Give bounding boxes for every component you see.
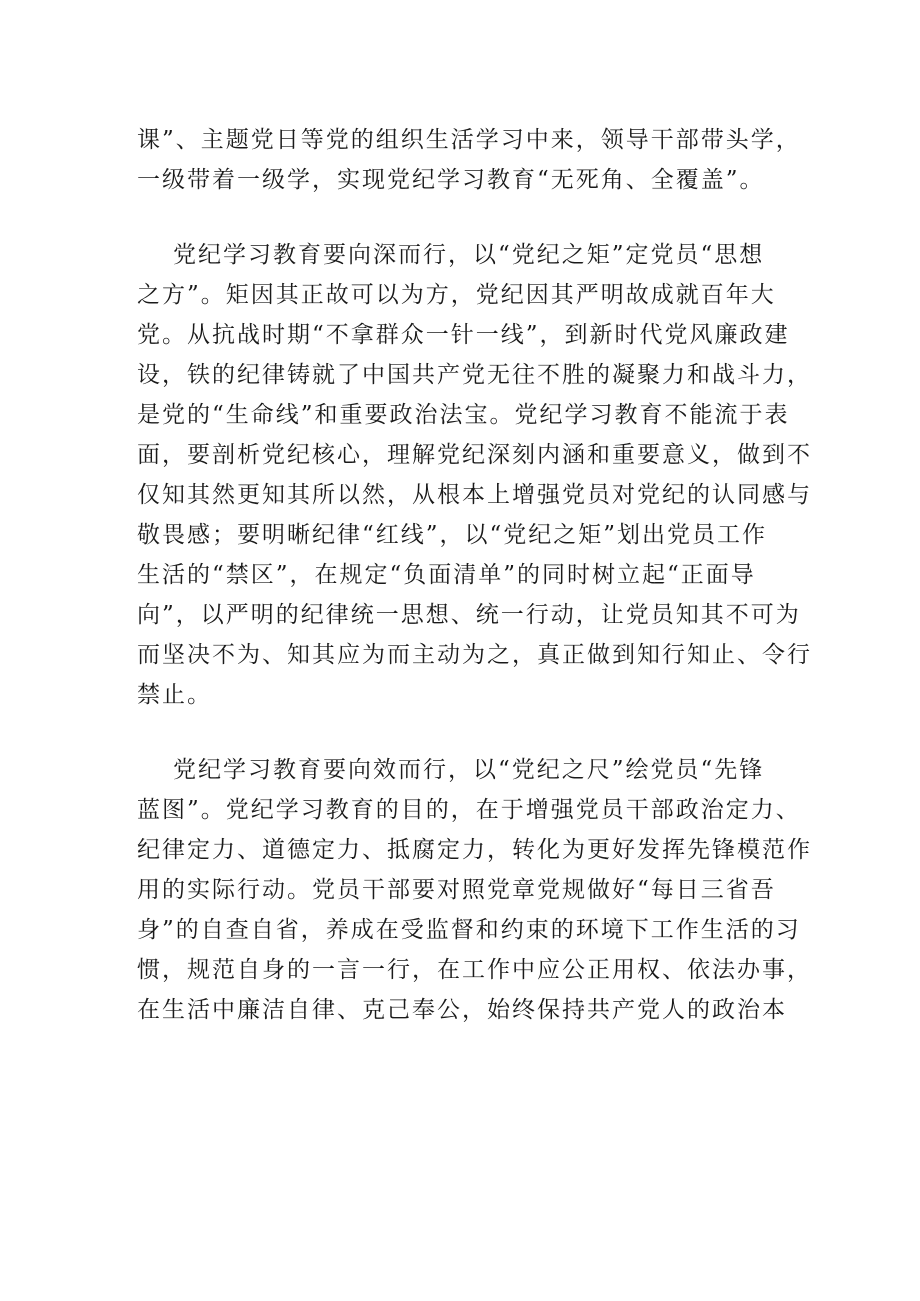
text-line: 蓝图”。党纪学习教育的目的，在于增强党员干部政治定力、 — [137, 797, 801, 823]
text-line: 一级带着一级学，实现党纪学习教育“无死角、全覆盖”。 — [137, 167, 765, 193]
text-line: 禁止。 — [137, 682, 212, 708]
text-line: 敬畏感；要明晰纪律“红线”，以“党纪之矩”划出党员工作 — [137, 522, 768, 548]
text-line: 党。从抗战时期“不拿群众一针一线”，到新时代党风廉政建 — [137, 322, 790, 348]
text-line: 是党的“生命线”和重要政治法宝。党纪学习教育不能流于表 — [137, 402, 790, 428]
text-line: 设，铁的纪律铸就了中国共产党无往不胜的凝聚力和战斗力， — [137, 362, 812, 388]
text-line: 纪律定力、道德定力、抵腐定力，转化为更好发挥先锋模范作 — [137, 837, 812, 863]
text-line: 惯，规范自身的一言一行，在工作中应公正用权、依法办事， — [137, 957, 812, 983]
text-line: 生活的“禁区”，在规定“负面清单”的同时树立起“正面导 — [137, 562, 756, 588]
paragraph-spacer — [137, 200, 777, 235]
paragraph-2 — [137, 235, 812, 715]
text-line: 之方”。矩因其正故可以为方，党纪因其严明故成就百年大 — [137, 282, 776, 308]
text-line: 在生活中廉洁自律、克己奉公，始终保持共产党人的政治本 — [137, 997, 787, 1023]
paragraph-spacer — [137, 715, 777, 750]
document-body — [137, 120, 812, 1030]
text-line: 用的实际行动。党员干部要对照党章党规做好“每日三省吾 — [137, 877, 776, 903]
text-line: 面，要剖析党纪核心，理解党纪深刻内涵和重要意义，做到不 — [137, 442, 812, 468]
text-line: 身”的自查自省，养成在受监督和约束的环境下工作生活的习 — [137, 917, 801, 943]
paragraph-1 — [137, 120, 801, 200]
text-line: 党纪学习教育要向效而行，以“党纪之尺”绘党员“先锋 — [173, 757, 765, 783]
text-line: 课”、主题党日等党的组织生活学习中来，领导干部带头学， — [137, 127, 801, 153]
text-line: 党纪学习教育要向深而行，以“党纪之矩”定党员“思想 — [173, 242, 765, 268]
text-line: 向”，以严明的纪律统一思想、统一行动，让党员知其不可为 — [137, 602, 801, 628]
text-line: 而坚决不为、知其应为而主动为之，真正做到知行知止、令行 — [137, 642, 812, 668]
text-line: 仅知其然更知其所以然，从根本上增强党员对党纪的认同感与 — [137, 482, 812, 508]
paragraph-3 — [137, 750, 812, 1030]
